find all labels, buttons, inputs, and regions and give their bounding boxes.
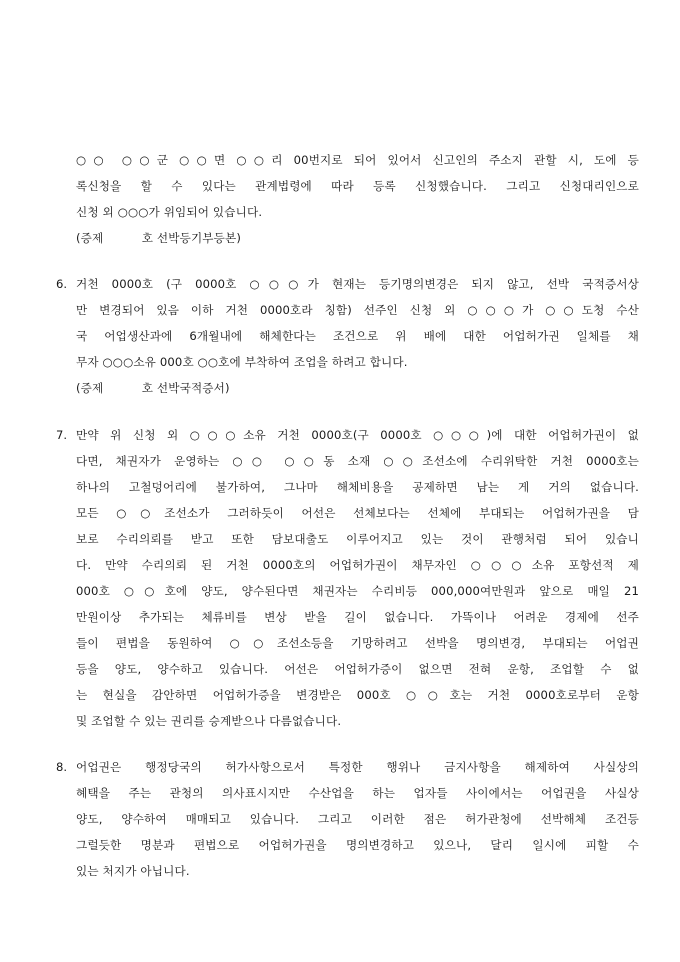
paragraph-number: 6. [56,277,68,291]
evidence-reference: (증제 호 선박국적증서) [76,381,230,395]
text-line: 있는 처지가 아닙니다. [76,864,190,878]
text-line: 신청 외 ○○○가 위임되어 있습니다. [76,205,263,219]
text-line: 는 현실을 감안하면 어업허가증을 변경받은 000호 ○○호는 거천 0000호로부터 운항 [76,688,639,702]
text-line: 혜택을 주는 관청의 의사표시지만 수산업을 하는 업자들 사이에서는 어업권을 사실상 [76,786,639,800]
text-line: 록신청을 할 수 있다는 관계법령에 따라 등록 신청했습니다. 그리고 신청대리인으로 [76,179,639,193]
text-line: 다. 만약 수리의뢰 된 거천 0000호의 어업허가권이 채무자인 ○○○소유 포항선적 제 [76,558,639,572]
text-line: 국 어업생산과에 6개월내에 해체한다는 조건으로 위 배에 대한 어업허가권 일체를 채 [76,329,639,343]
text-line: 들이 편법을 동원하여 ○○조선소등을 기망하려고 선박을 명의변경, 부대되는 어업권 [76,636,639,650]
text-line: 양도, 양수하여 매매되고 있습니다. 그리고 이러한 점은 허가관청에 선박해체 조건등 [76,812,639,826]
text-line: 000호 ○○호에 양도, 양수된다면 채권자는 수리비등 000,000여만원과 앞으로 매일 21 [76,584,639,598]
evidence-reference: (증제 호 선박등기부등본) [76,231,242,245]
text-line: 무자 ○○○소유 000호 ○○호에 부착하여 조업을 하려고 합니다. [76,355,408,369]
text-line: 하나의 고철덩어리에 불가하여, 그나마 해체비용을 공제하면 남는 게 거의 없습니다. [76,480,639,494]
text-line: 모든 ○○조선소가 그러하듯이 어선은 선체보다는 선체에 부대되는 어업허가권을 담 [76,506,639,520]
text-line: 만 변경되어 있음 이하 거천 0000호라 칭함) 선주인 신청 외 ○○○가 ○○도청 수산 [76,303,639,317]
text-line: 거천 0000호 (구 0000호 ○○○가 현재는 등기명의변경은 되지 않고, 선박 국적증서상 [76,277,639,291]
text-line: 및 조업할 수 있는 권리를 승계받으나 다름없습니다. [76,714,342,728]
text-line: 보로 수리의뢰를 받고 또한 담보대출도 이루어지고 있는 것이 관행처럼 되어 있습니 [76,532,639,546]
text-line: 다면, 채권자가 운영하는 ○○ ○○동 소재 ○○조선소에 수리위탁한 거천 0000호는 [76,454,639,468]
paragraph-number: 7. [56,428,68,442]
text-line: 등을 양도, 양수하고 있습니다. 어선은 어업허가증이 없으면 전혀 운항, 조업할 수 없 [76,662,639,676]
paragraph-number: 8. [56,760,68,774]
text-line: ○○ ○○군 ○○면 ○○리 00번지로 되어 있어서 신고인의 주소지 관할 시, 도에 등 [76,153,639,167]
text-line: 어업권은 행정당국의 허가사항으로서 특정한 행위나 금지사항을 해제하여 사실상의 [76,760,639,774]
text-line: 만약 위 신청 외 ○○○소유 거천 0000호(구 0000호 ○○○)에 대한 어업허가권이 없 [76,428,639,442]
text-line: 그럴듯한 명분과 편법으로 어업허가권을 명의변경하고 있으나, 달리 일시에 피할 수 [76,838,639,852]
text-line: 만원이상 추가되는 체류비를 변상 받을 길이 없습니다. 가뜩이나 어려운 경제에 선주 [76,610,639,624]
